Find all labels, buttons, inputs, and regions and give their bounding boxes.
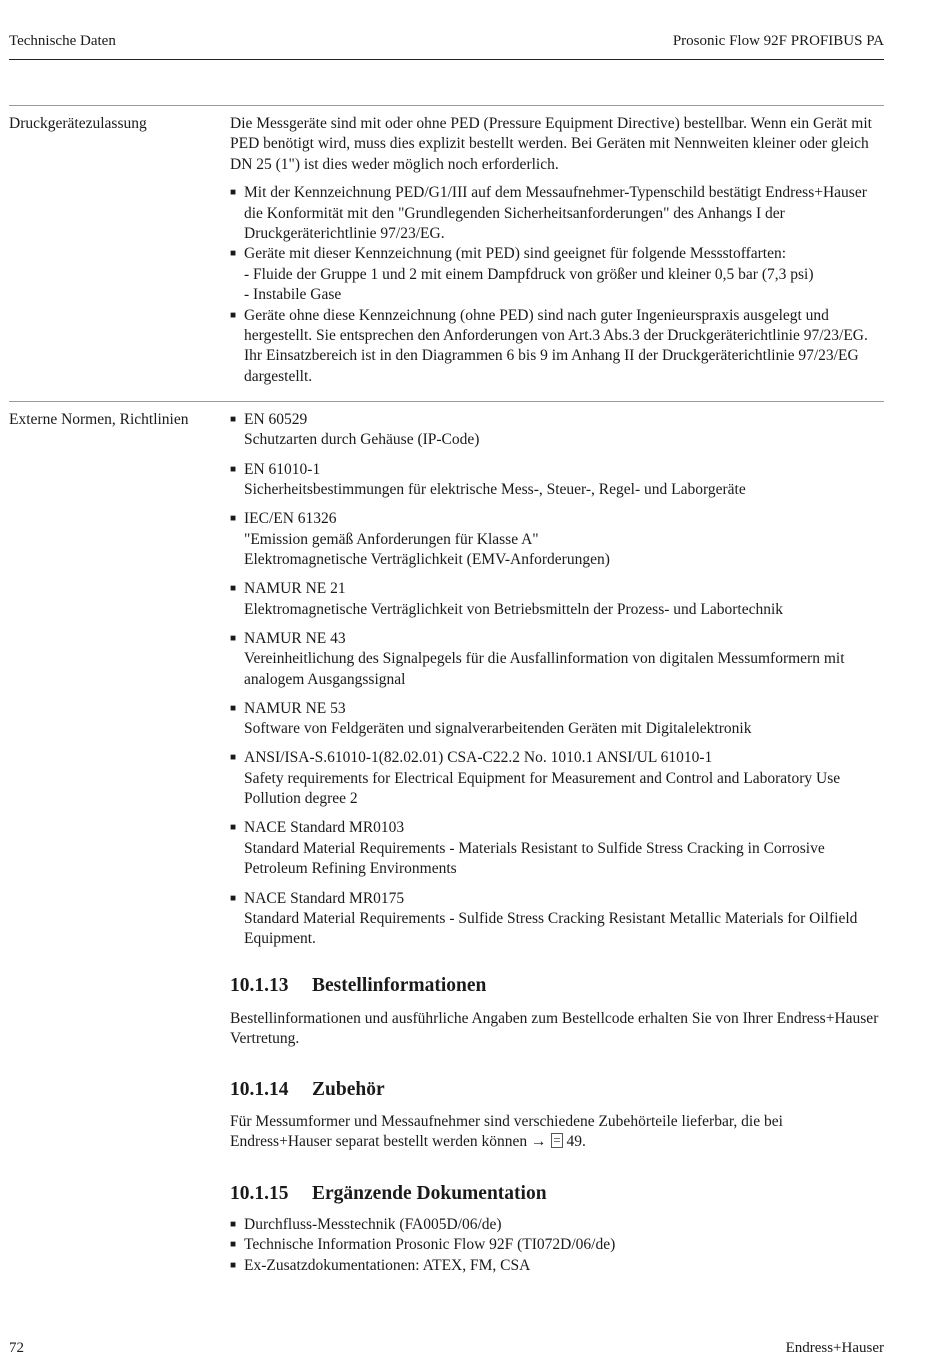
norm-description: Elektromagnetische Verträglichkeit (EMV-Anforderungen) bbox=[244, 551, 610, 569]
page-reference-link[interactable]: 49. bbox=[566, 1133, 586, 1151]
norms-label: Externe Normen, Richtlinien bbox=[9, 411, 189, 428]
norms-list bbox=[230, 410, 884, 950]
norm-description: Standard Material Requirements - Materials Resistant to Sulfide Stress Cracking in Corrosive Petroleum Refining Environments bbox=[244, 839, 825, 878]
section-heading-10-1-13 bbox=[230, 975, 486, 997]
section-heading-10-1-15 bbox=[230, 1183, 547, 1205]
page-number: 72 bbox=[9, 1340, 24, 1356]
norm-item bbox=[230, 629, 884, 690]
list-item bbox=[230, 183, 884, 244]
list-item: ■ Technische Information Prosonic Flow 92F (TI072D/06/de) bbox=[230, 1235, 884, 1255]
norms-content bbox=[230, 410, 884, 959]
s14-text: Für Messumformer und Messaufnehmer sind verschiedene Zubehörteile lieferbar, die bei Endress+Hauser separat bestellt werden können bbox=[230, 1113, 783, 1151]
header-product-name: Prosonic Flow 92F PROFIBUS PA bbox=[672, 33, 884, 49]
norm-item bbox=[230, 748, 884, 809]
s13-text: Bestellinformationen und ausführliche Angaben zum Bestellcode erhalten Sie von Ihrer Endress+Hauser Vertretung. bbox=[230, 1010, 879, 1048]
section-number: 10.1.13 bbox=[230, 975, 289, 996]
ped-content bbox=[230, 114, 884, 387]
list-item: ■ Ex-Zusatzdokumentationen: ATEX, FM, CSA bbox=[230, 1256, 884, 1276]
norm-item bbox=[230, 818, 884, 879]
documentation-list bbox=[230, 1215, 884, 1276]
norm-description: Pollution degree 2 bbox=[244, 790, 358, 808]
ped-bullet-3: Geräte ohne diese Kennzeichnung (ohne PED) sind nach guter Ingenieurspraxis ausgelegt und hergestellt. Sie entsprechen den Anforderungen von Art.3 Abs.3 der Druckgeräterichtlinie 97/23/EG. Ihr Einsatzbereich ist in den Diagrammen 6 bis 9 im Anhang II der Druckgeräterichtlinie 97/23/EG dargestellt. bbox=[244, 306, 868, 385]
arrow-icon: → bbox=[531, 1133, 547, 1151]
norm-description: "Emission gemäß Anforderungen für Klasse A" bbox=[244, 530, 539, 548]
header-section-title: Technische Daten bbox=[9, 33, 116, 49]
norm-description: Vereinheitlichung des Signalpegels für die Ausfallinformation von digitalen Messumformern mit analogem Ausgangssignal bbox=[244, 650, 845, 688]
norm-description: Software von Feldgeräten und signalverarbeitenden Geräten mit Digitalelektronik bbox=[244, 720, 752, 738]
section-title: Bestellinformationen bbox=[312, 975, 487, 996]
norm-description: Schutzarten durch Gehäuse (IP-Code) bbox=[244, 431, 480, 449]
section-title: Zubehör bbox=[312, 1079, 385, 1100]
norm-item bbox=[230, 460, 884, 501]
document-icon bbox=[551, 1133, 563, 1148]
norm-title: ■ EN 60529 bbox=[244, 411, 308, 428]
ped-bullet-2-sub-2: - Instabile Gase bbox=[244, 286, 342, 304]
norm-description: Standard Material Requirements - Sulfide Stress Cracking Resistant Metallic Materials for Oilfield Equipment. bbox=[244, 909, 858, 948]
ped-bullet-1: Mit der Kennzeichnung PED/G1/III auf dem Messaufnehmer-Typenschild bestätigt Endress+Hauser die Konformität mit den "Grundlegenden Sicherheitsanforderungen" des Anhangs I der Druckgeräterichtlinie 97/23/EG. bbox=[244, 184, 867, 243]
list-item bbox=[230, 244, 884, 305]
norm-title: ■ IEC/EN 61326 bbox=[244, 510, 337, 528]
norm-title: ■ ANSI/ISA-S.61010-1(82.02.01) CSA-C22.2 No. 1010.1 ANSI/UL 61010-1 bbox=[244, 749, 713, 767]
ped-intro: Die Messgeräte sind mit oder ohne PED (Pressure Equipment Directive) bestellbar. Wenn ein Gerät mit PED benötigt wird, muss dies explizit bestellt werden. Bei Geräten mit Nennweiten kleiner oder gleich DN 25 (1") ist dies weder möglich noch erforderlich. bbox=[230, 115, 872, 173]
norm-title: ■ NAMUR NE 43 bbox=[244, 629, 346, 647]
norm-item bbox=[230, 699, 884, 740]
norm-item bbox=[230, 889, 884, 950]
table-divider bbox=[9, 105, 884, 106]
section-number: 10.1.14 bbox=[230, 1079, 289, 1100]
norm-item bbox=[230, 509, 884, 570]
norm-item bbox=[230, 579, 884, 620]
norm-item bbox=[230, 410, 884, 451]
ped-bullet-2-sub-1: - Fluide der Gruppe 1 und 2 mit einem Dampfdruck von größer und kleiner 0,5 bar (7,3 psi) bbox=[244, 265, 814, 283]
footer-brand: Endress+Hauser bbox=[785, 1340, 884, 1356]
list-item bbox=[230, 306, 884, 388]
s14-text-block bbox=[230, 1112, 884, 1153]
norm-title: ■ EN 61010-1 bbox=[244, 460, 321, 478]
table-divider bbox=[9, 401, 884, 402]
norm-title: ■ NACE Standard MR0175 bbox=[244, 889, 405, 907]
ped-bullet-2: Geräte mit dieser Kennzeichnung (mit PED) sind geeignet für folgende Messstoffarten: bbox=[244, 245, 787, 263]
ped-label: Druckgerätezulassung bbox=[9, 115, 147, 132]
section-title: Ergänzende Dokumentation bbox=[312, 1183, 547, 1204]
header-divider bbox=[9, 59, 884, 60]
section-heading-10-1-14 bbox=[230, 1079, 385, 1101]
norm-title: ■ NAMUR NE 53 bbox=[244, 699, 346, 717]
list-item: ■ Durchfluss-Messtechnik (FA005D/06/de) bbox=[230, 1215, 884, 1235]
norm-description: Safety requirements for Electrical Equipment for Measurement and Control and Laboratory Use bbox=[244, 769, 841, 787]
norm-description: Sicherheitsbestimmungen für elektrische Mess-, Steuer-, Regel- und Laborgeräte bbox=[244, 481, 746, 499]
norm-title: ■ NAMUR NE 21 bbox=[244, 580, 346, 598]
s15-content bbox=[230, 1215, 884, 1276]
norm-description: Elektromagnetische Verträglichkeit von Betriebsmitteln der Prozess- und Labortechnik bbox=[244, 600, 784, 618]
ped-list bbox=[230, 183, 884, 387]
section-number: 10.1.15 bbox=[230, 1183, 289, 1204]
norm-title: ■ NACE Standard MR0103 bbox=[244, 819, 405, 837]
